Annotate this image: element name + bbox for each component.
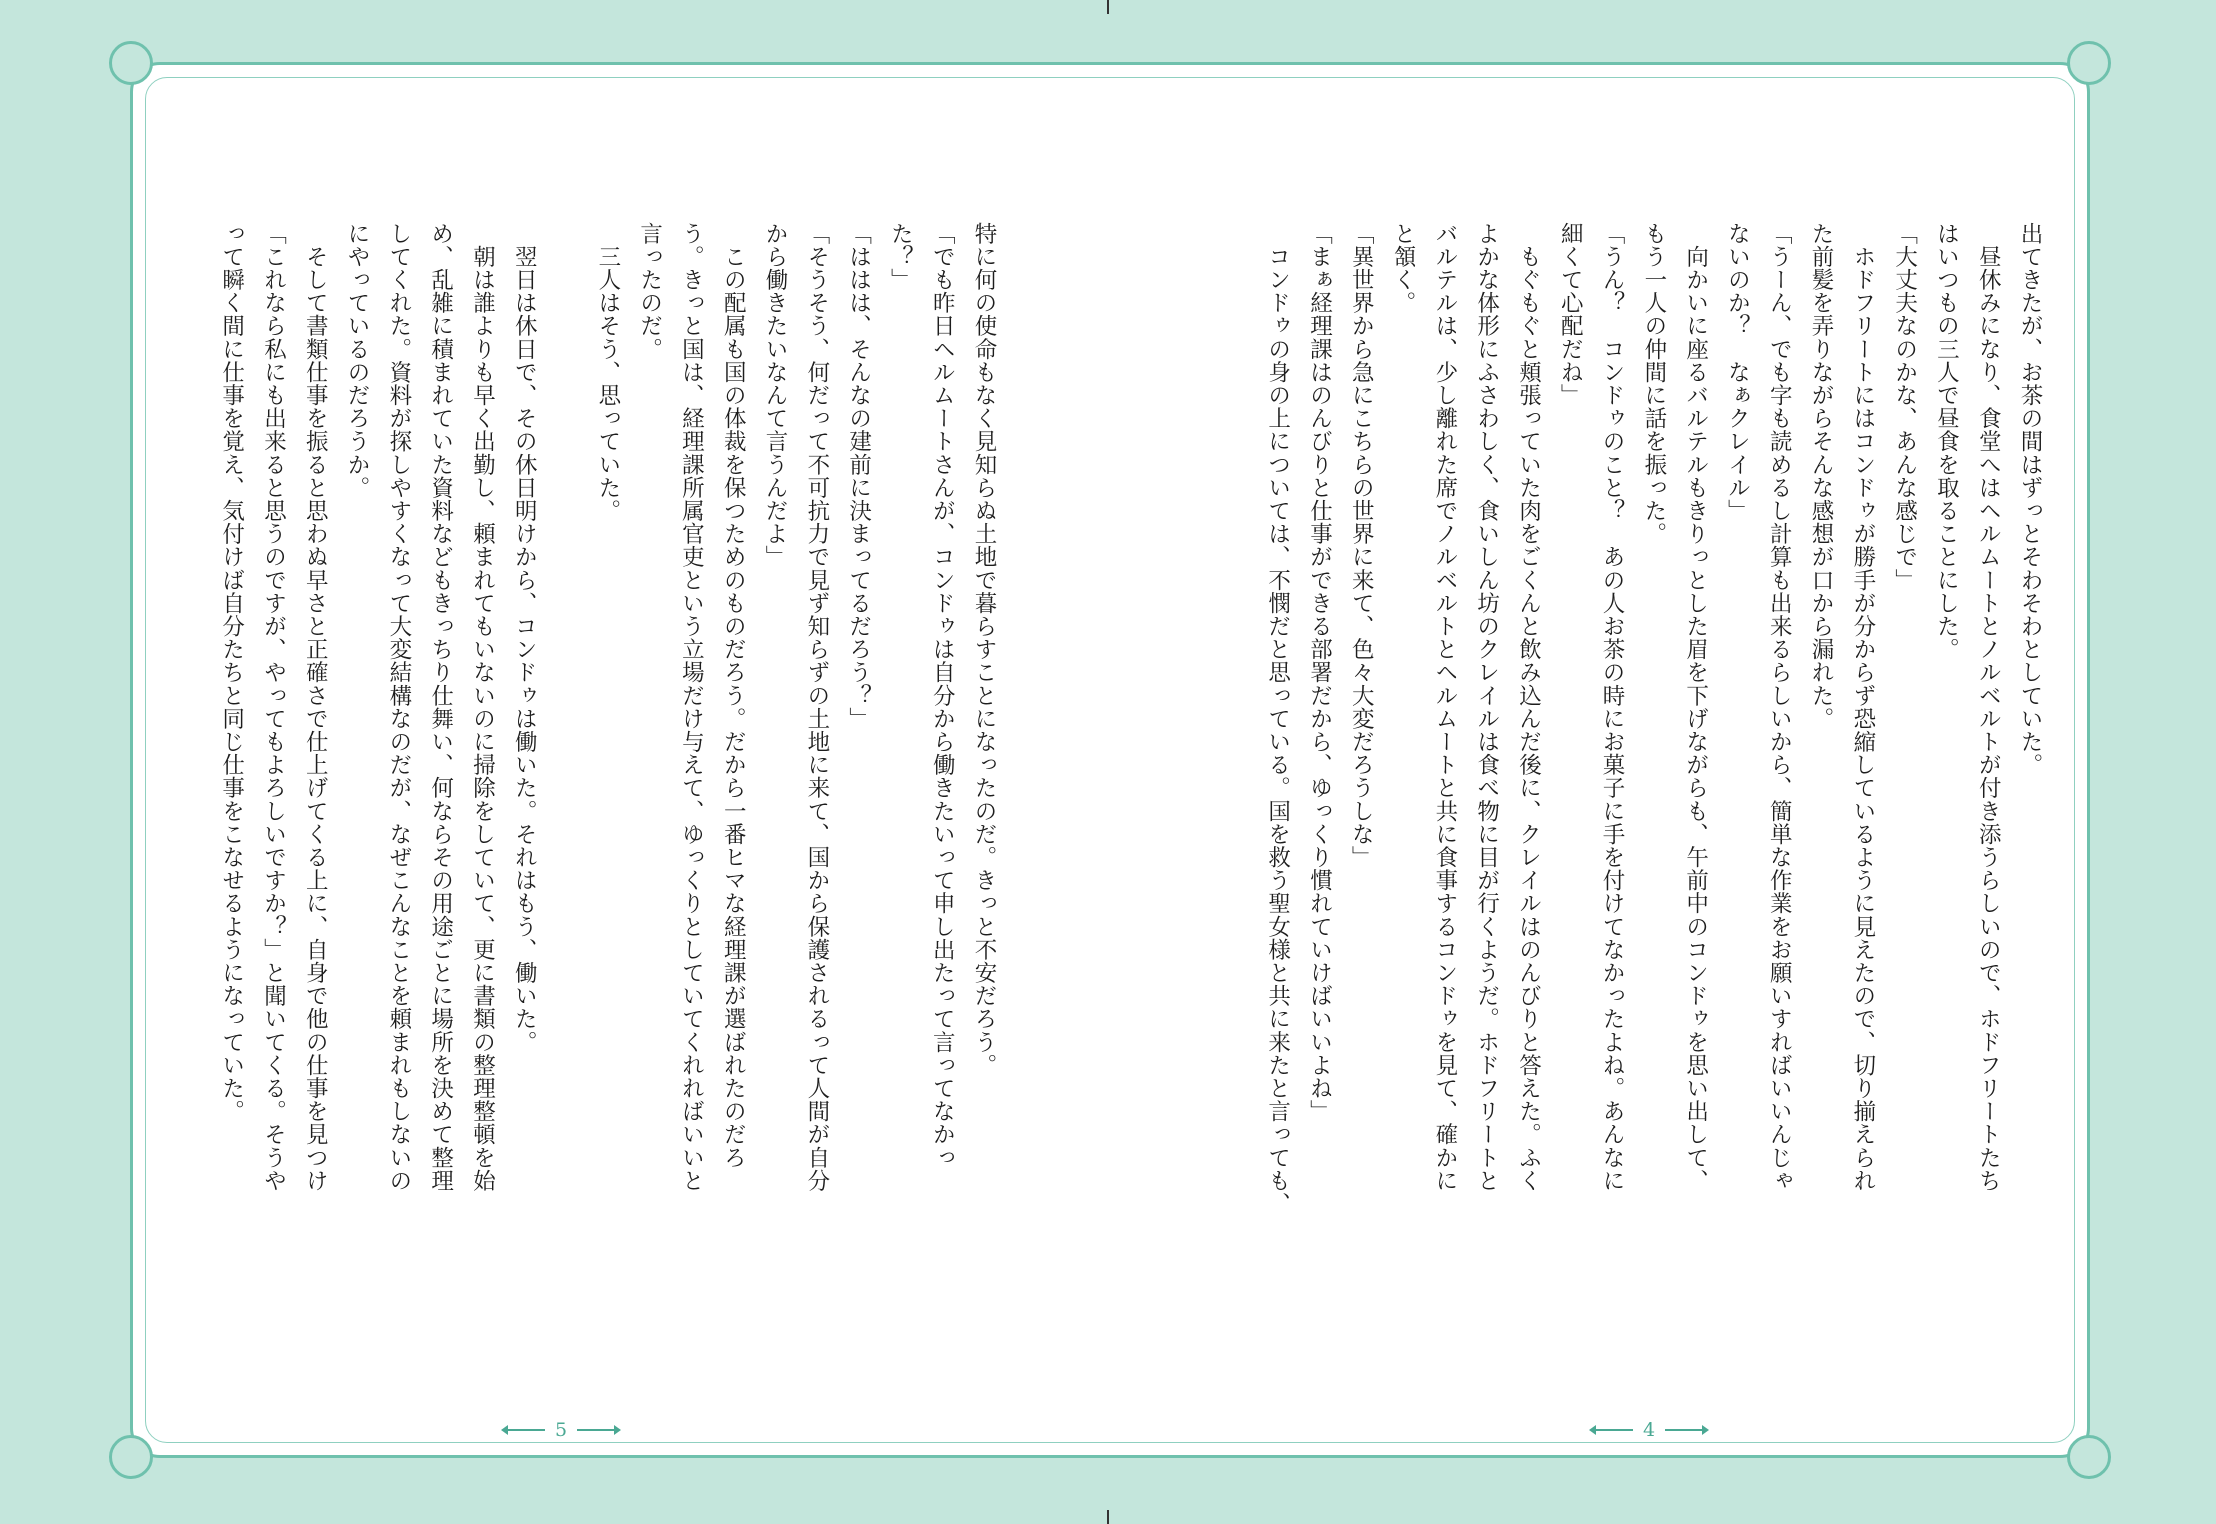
text-line: はいつもの三人で昼食を取ることにした。 (1933, 222, 1960, 661)
text-line: 昼休みになり、食堂へはヘルムートとノルベルトが付き添うらしいので、ホドフリートたち (1975, 222, 2002, 1193)
text-line: してくれた。資料が探しやすくなって大変結構なのだが、なぜこんなことを頼まれもしないの (385, 222, 412, 1193)
frame-corner-ornament (109, 41, 153, 85)
text-line: め、乱雑に積まれていた資料などもきっちり仕舞い、何ならその用途ごとに場所を決めて整理 (427, 222, 454, 1193)
text-line: た前髪を弄りながらそんな感想が口から漏れた。 (1808, 222, 1835, 731)
blank-line (544, 222, 586, 1222)
text-line: 「異世界から急にこちらの世界に来て、色々大変だろうしな」 (1348, 222, 1375, 869)
text-line: 「でも昨日ヘルムートさんが、コンドゥは自分から働きたいって申し出たって言ってなかっ (929, 222, 956, 1170)
folio-arrow-right-icon (577, 1429, 617, 1431)
text-line: そして書類仕事を振ると思わぬ早さと正確さで仕上げてくる上に、自身で他の仕事を見つけ (302, 222, 329, 1193)
page-number-label: 4 (1643, 1419, 1656, 1441)
text-line: もう一人の仲間に話を振った。 (1640, 222, 1667, 546)
text-line: コンドゥの身の上については、不憫だと思っている。国を救う聖女様と共に来たと言っても、 (1264, 222, 1291, 1216)
text-line: バルテルは、少し離れた席でノルベルトとヘルムートと共に食事するコンドゥを見て、確かに (1431, 222, 1458, 1193)
left-page-body (210, 222, 1004, 1222)
text-line: 向かいに座るバルテルもきりっとした眉を下げながらも、午前中のコンドゥを思い出して、 (1682, 222, 1709, 1193)
text-line: この配属も国の体裁を保つためのものだろう。だから一番ヒマな経理課が選ばれたのだろ (720, 222, 747, 1170)
text-line: から働きたいなんて言うんだよ」 (762, 222, 789, 569)
page-number-right (1593, 1419, 1705, 1441)
crop-mark-top (1107, 0, 1109, 14)
text-line: 「うーん、でも字も読めるし計算も出来るらしいから、簡単な作業をお願いすればいいんじゃ (1766, 222, 1793, 1193)
text-line: ないのか？ なぁクレイル」 (1724, 222, 1751, 523)
text-line: 細くて心配だね」 (1557, 222, 1584, 407)
text-line: 「これなら私にも出来ると思うのですが、やってもよろしいですか？」と聞いてくる。そうや (260, 222, 287, 1193)
text-line: もぐもぐと頬張っていた肉をごくんと飲み込んだ後に、クレイルはのんびりと答えた。ふく (1515, 222, 1542, 1193)
folio-arrow-right-icon (1665, 1429, 1705, 1431)
text-line: 「ははは、そんなの建前に決まってるだろう？」 (845, 222, 872, 731)
text-line: ホドフリートにはコンドゥが勝手が分からず恐縮しているように見えたので、切り揃えられ (1849, 222, 1876, 1193)
text-line: と頷く。 (1390, 222, 1417, 315)
text-line: 朝は誰よりも早く出勤し、頼まれてもいないのに掃除をしていて、更に書類の整理整頓を始 (469, 222, 496, 1193)
right-page-body (1256, 222, 2050, 1222)
crop-mark-bottom (1107, 1510, 1109, 1524)
text-line: た？」 (887, 222, 914, 292)
right-page (1264, 222, 2050, 1222)
frame-corner-ornament (2067, 1435, 2111, 1479)
text-line: 出てきたが、お茶の間はずっとそわそわとしていた。 (2017, 222, 2043, 777)
page-number-label: 5 (555, 1419, 568, 1441)
frame-corner-ornament (109, 1435, 153, 1479)
text-line: う。きっと国は、経理課所属官吏という立場だけ与えて、ゆっくりとしていてくれればいいと (678, 222, 705, 1193)
text-line: 言ったのだ。 (636, 222, 663, 361)
text-line: って瞬く間に仕事を覚え、気付けば自分たちと同じ仕事をこなせるようになっていた。 (218, 222, 245, 1123)
text-line: 特に何の使命もなく見知らぬ土地で暮らすことになったのだ。きっと不安だろう。 (971, 222, 997, 1077)
text-line: 「うん？ コンドゥのこと？ あの人お茶の時にお菓子に手を付けてなかったよね。あんなに (1599, 222, 1626, 1193)
page-number-left (505, 1419, 617, 1441)
text-line: 「そうそう、何だって不可抗力で見ず知らずの土地に来て、国から保護されるって人間が自分 (803, 222, 830, 1193)
folio-arrow-left-icon (1593, 1429, 1633, 1431)
text-line: 翌日は休日で、その休日明けから、コンドゥは働いた。それはもう、働いた。 (511, 222, 538, 1054)
text-line: 「大丈夫なのかな、あんな感じで」 (1891, 222, 1918, 592)
text-line: よかな体形にふさわしく、食いしん坊のクレイルは食べ物に目が行くようだ。ホドフリートと (1473, 222, 1500, 1193)
folio-arrow-left-icon (505, 1429, 545, 1431)
text-line: 三人はそう、思っていた。 (594, 222, 621, 523)
left-page (168, 222, 1004, 1222)
text-line: 「まぁ経理課はのんびりと仕事ができる部署だから、ゆっくり慣れていけばいいよね」 (1306, 222, 1333, 1123)
frame-corner-ornament (2067, 41, 2111, 85)
text-line: にやっているのだろうか。 (344, 222, 371, 500)
